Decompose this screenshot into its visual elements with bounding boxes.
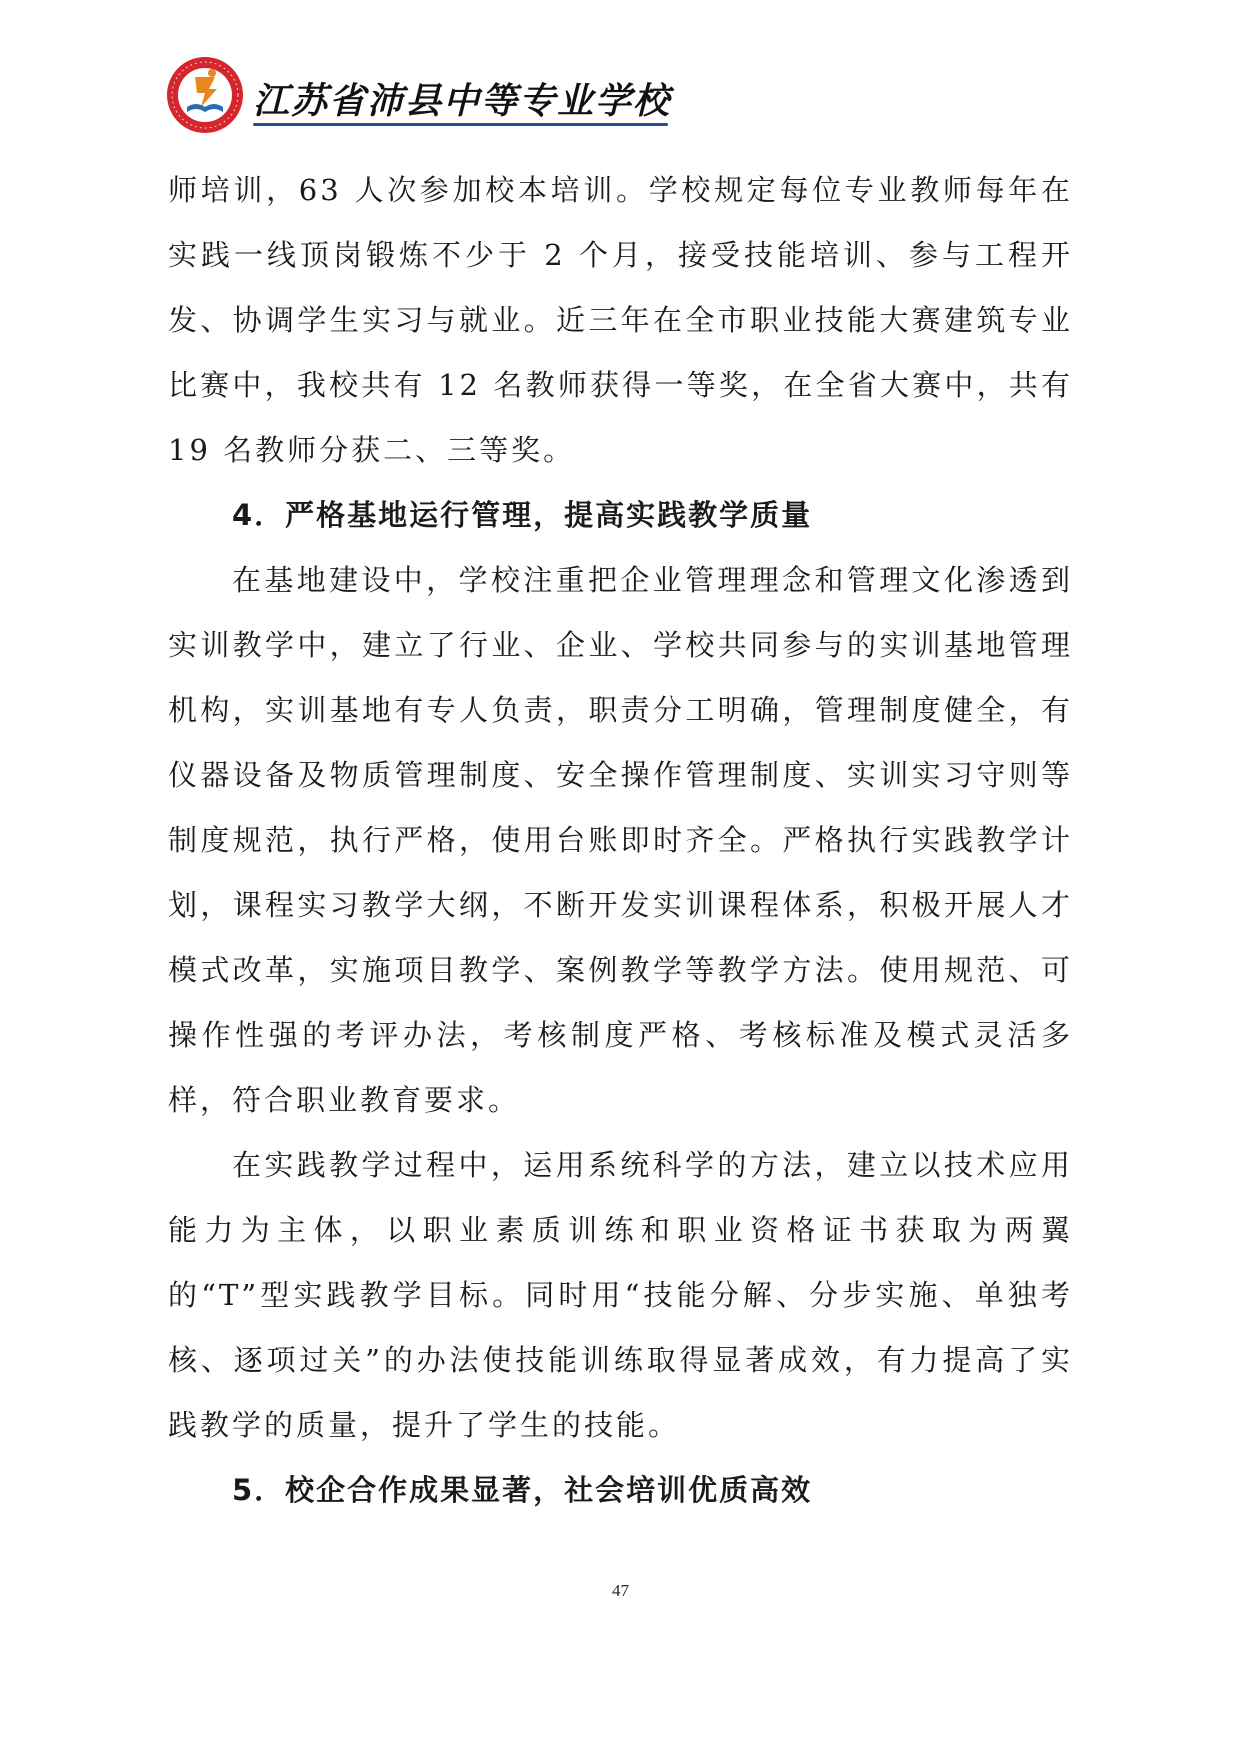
section-heading-5: 5．校企合作成果显著，社会培训优质高效 — [232, 1473, 813, 1507]
paragraph-base-management: 在基地建设中，学校注重把企业管理理念和管理文化渗透到实训教学中，建立了行业、企业、学校共同参与的实训基地管理机构，实训基地有专人负责，职责分工明确，管理制度健全，有仪器设备及物质管理制度、安全操作管理制度、实训实习守则等制度规范，执行严格，使用台账即时齐全。严格执行实践教学计划，课程实习教学大纲，不断开发实训课程体系，积极开展人才模式改革，实施项目教学、案例教学等教学方法。使用规范、可操作性强的考评办法，考核制度严格、考核标准及模式灵活多样，符合职业教育要求。 — [168, 563, 1073, 1117]
paragraph-teacher-training: 师培训，63 人次参加校本培训。学校规定每位专业教师每年在实践一线顶岗锻炼不少于 2 个月，接受技能培训、参与工程开发、协调学生实习与就业。近三年在全市职业技能大赛建筑专业比赛中，我校共有 12 名教师获得一等奖，在全省大赛中，共有 19 名教师分获二、三等奖。 — [168, 173, 1073, 467]
school-name: 江苏省沛县中等专业学校 — [253, 81, 672, 122]
page-header — [165, 55, 675, 135]
section-heading-4: 4．严格基地运行管理，提高实践教学质量 — [232, 498, 813, 532]
document-body — [168, 158, 1073, 1523]
paragraph-practice-teaching: 在实践教学过程中，运用系统科学的方法，建立以技术应用能力为主体，以职业素质训练和职业资格证书获取为两翼的“T”型实践教学目标。同时用“技能分解、分步实施、单独考核、逐项过关”的办法使技能训练取得显著成效，有力提高了实践教学的质量，提升了学生的技能。 — [168, 1148, 1073, 1442]
page-number: 47 — [612, 1581, 629, 1600]
header-underline — [253, 123, 668, 126]
school-logo-icon — [165, 55, 245, 135]
